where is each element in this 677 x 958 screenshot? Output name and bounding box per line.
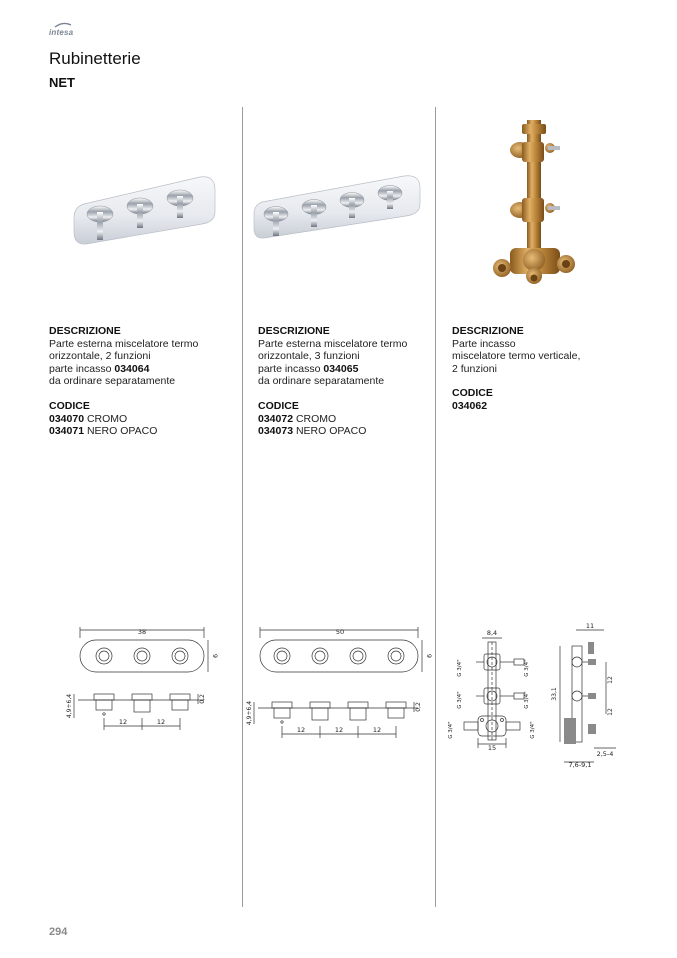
dim-offset: 0,2 (199, 694, 206, 704)
desc-heading: DESCRIZIONE (258, 325, 330, 337)
product-code: 034070 (49, 412, 85, 425)
desc-line: orizzontale, 2 funzioni (49, 350, 151, 363)
code-heading: CODICE (452, 387, 493, 400)
code-row (452, 400, 632, 413)
incasso-line (258, 363, 433, 376)
dim-side-spacing: 12 (607, 708, 614, 716)
incasso-code: 034065 (323, 362, 359, 375)
dim-width: 50 (335, 628, 345, 636)
plate-front-view (80, 640, 204, 672)
code-row (49, 425, 239, 438)
brand-name: intesa (49, 28, 74, 37)
dim-offset: 0,2 (415, 702, 422, 712)
incasso-prefix: parte incasso (258, 362, 324, 375)
column-divider (242, 107, 243, 907)
thread-label: G 3/4" (524, 659, 530, 677)
dim-depth: 4,9÷6,4 (66, 693, 73, 719)
incasso-prefix: parte incasso (49, 362, 115, 375)
dim-bottom-width: 15 (487, 744, 497, 752)
product-description-1 (49, 325, 239, 438)
technical-drawing-3 (444, 620, 624, 775)
product-code: 034072 (258, 412, 294, 425)
incasso-code: 034064 (114, 362, 150, 375)
dim-side-small: 2,5-4 (596, 750, 614, 758)
dim-side-spacing: 12 (607, 676, 614, 684)
plate-front-view (260, 640, 418, 672)
desc-line: Parte incasso (452, 337, 516, 350)
dim-spacing: 12 (296, 726, 306, 734)
order-note: da ordinare separatamente (258, 375, 385, 388)
dim-spacing: 12 (118, 718, 128, 726)
dim-side-depth: 7,6-9,1 (568, 761, 592, 769)
code-heading: CODICE (49, 399, 90, 412)
dim-height: 9 (425, 653, 433, 659)
page-subtitle: NET (49, 75, 75, 90)
code-heading: CODICE (258, 399, 299, 412)
thread-label: G 3/4" (457, 691, 463, 709)
thread-label: G 3/4" (448, 721, 454, 739)
desc-line: miscelatore termo verticale, (452, 350, 581, 363)
thread-label: G 3/4" (524, 691, 530, 709)
code-row (49, 413, 239, 426)
desc-line: Parte esterna miscelatore termo (49, 337, 199, 350)
column-divider (435, 107, 436, 907)
product-image-3-function (252, 172, 424, 249)
product-image-brass-body (492, 118, 582, 295)
finish: CROMO (84, 412, 128, 425)
technical-drawing-2 (244, 624, 434, 749)
finish: NERO OPACO (84, 425, 158, 438)
dim-spacing: 12 (372, 726, 382, 734)
product-description-2 (258, 325, 433, 438)
code-row (258, 413, 433, 426)
desc-heading: DESCRIZIONE (452, 325, 524, 337)
product-code: 034071 (49, 425, 85, 438)
finish: NERO OPACO (293, 425, 367, 438)
product-image-2-function (72, 172, 222, 252)
thread-label: G 3/4" (530, 721, 536, 739)
dim-spacing: 12 (156, 718, 166, 726)
desc-heading: DESCRIZIONE (49, 325, 121, 337)
order-note: da ordinare separatamente (49, 375, 176, 388)
thread-label: G 3/4" (457, 659, 463, 677)
dim-side-height: 33,1 (551, 687, 558, 701)
page-number: 294 (49, 926, 68, 938)
dim-depth: 4,9÷6,4 (246, 700, 253, 726)
product-description-3 (452, 325, 632, 413)
dim-side-top: 11 (585, 622, 595, 630)
code-row (258, 425, 433, 438)
dim-front-width: 8,4 (486, 629, 498, 637)
dim-width: 38 (137, 628, 147, 636)
finish: CROMO (293, 412, 337, 425)
product-code: 034062 (452, 399, 488, 412)
desc-line: Parte esterna miscelatore termo (258, 337, 408, 350)
technical-drawing-1 (64, 624, 224, 741)
desc-line: orizzontale, 3 funzioni (258, 350, 360, 363)
desc-line: 2 funzioni (452, 362, 497, 375)
dim-height: 9 (211, 653, 219, 659)
dim-spacing: 12 (334, 726, 344, 734)
brand-logo (49, 22, 109, 38)
incasso-line (49, 363, 239, 376)
page-title: Rubinetterie (49, 49, 141, 68)
product-code: 034073 (258, 425, 294, 438)
